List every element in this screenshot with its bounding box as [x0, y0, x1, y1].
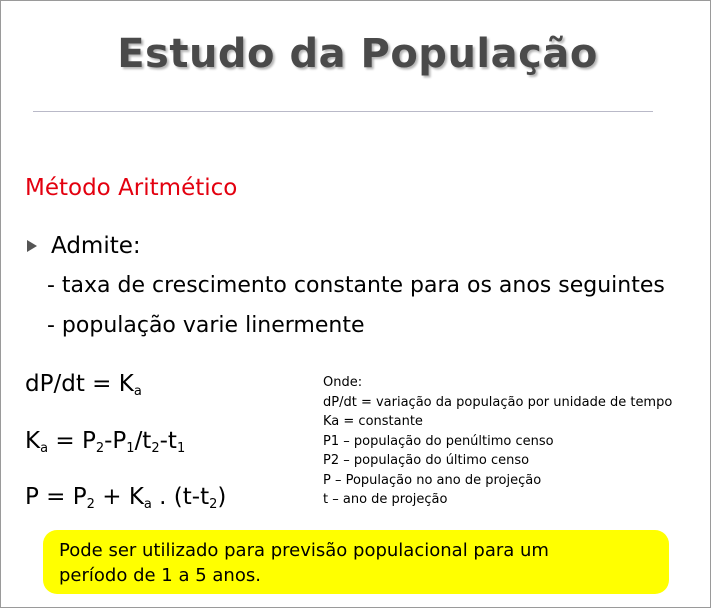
- method-subtitle: Método Aritmético: [25, 175, 238, 201]
- sub-item-growth-rate: - taxa de crescimento constante para os anos seguintes: [47, 273, 665, 298]
- legend-line: P – População no ano de projeção: [323, 472, 542, 488]
- formula-projection: $P = P_2 + K_a$ . $(t-t_2)$: [25, 484, 227, 512]
- legend-line: Onde:: [323, 375, 363, 390]
- arrow-bullet-icon: [27, 240, 37, 252]
- legend-line: P2 – população do último censo: [323, 453, 530, 468]
- variable-legend: [323, 373, 672, 510]
- bullet-admite: [27, 233, 141, 259]
- sub-item-linear-population: - população varie linermente: [47, 313, 365, 338]
- bullet-label: Admite:: [51, 233, 141, 259]
- slide-title: Estudo da População: [117, 31, 598, 77]
- legend-line: P1 – população do penúltimo censo: [323, 433, 554, 449]
- formula-derivative: $dP/dt = K_a$: [25, 371, 142, 399]
- note-line: Pode ser utilizado para previsão populacional para um: [59, 540, 549, 561]
- formula-ka: $K_a = P_2-P_1/t_2-t_1$: [25, 428, 186, 456]
- legend-line: t – ano de projeção: [323, 492, 448, 507]
- highlight-note: [43, 530, 669, 594]
- legend-line: Ka = constante: [323, 414, 423, 429]
- title-divider: [33, 111, 653, 112]
- legend-line: dP/dt = variação da população por unidade de tempo: [323, 394, 673, 410]
- note-line: período de 1 a 5 anos.: [59, 565, 261, 586]
